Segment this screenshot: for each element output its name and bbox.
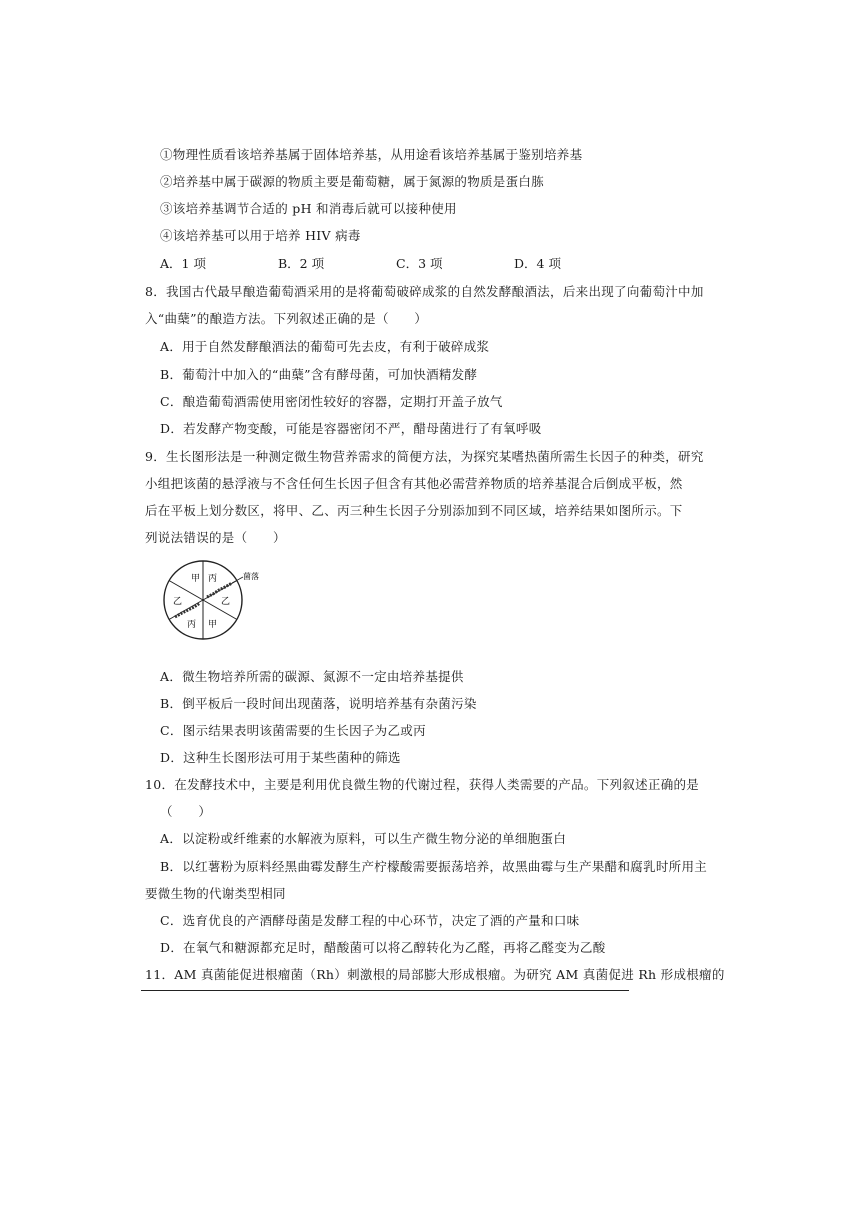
sector-label-bottom-right: 甲: [208, 620, 218, 630]
sector-label-right: 乙: [221, 597, 231, 607]
q8-option-a[interactable]: A．用于自然发酵酿酒法的葡萄可先去皮，有利于破碎成浆: [160, 339, 490, 354]
q11-stem: 11．AM 真菌能促进根瘤菌（Rh）刺激根的局部膨大形成根瘤。为研究 AM 真菌促进 Rh 形成根瘤的: [145, 967, 725, 982]
q10-option-c[interactable]: C．选育优良的产酒酵母菌是发酵工程的中心环节，决定了酒的产量和口味: [160, 913, 580, 928]
q10-option-b[interactable]: B．以红薯粉为原料经黑曲霉发酵生产柠檬酸需要振荡培养，故黑曲霉与生产果醋和腐乳时所用主: [160, 859, 708, 874]
q8-stem-1: 8．我国古代最早酿造葡萄酒采用的是将葡萄破碎成浆的自然发酵酿酒法，后来出现了向葡萄汁中加: [145, 284, 704, 299]
q9-option-b[interactable]: B．倒平板后一段时间出现菌落，说明培养基有杂菌污染: [160, 696, 477, 711]
q10-stem-2: （ ）: [160, 804, 212, 819]
q7-option-b[interactable]: B．2 项: [278, 256, 325, 271]
q7-option-d[interactable]: D．4 项: [514, 256, 561, 271]
petri-dish-figure: [155, 555, 275, 645]
q8-option-c[interactable]: C．酿造葡萄酒需使用密闭性较好的容器，定期打开盖子放气: [160, 394, 503, 409]
q8-option-d[interactable]: D．若发酵产物变酸，可能是容器密闭不严，醋母菌进行了有氧呼吸: [160, 421, 542, 436]
q7-item-2: ②培养基中属于碳源的物质主要是葡萄糖，属于氮源的物质是蛋白胨: [160, 174, 545, 189]
q9-stem-1: 9．生长图形法是一种测定微生物营养需求的简便方法，为探究某嗜热菌所需生长因子的种类，研究: [145, 449, 704, 464]
q7-item-4: ④该培养基可以用于培养 HIV 病毒: [160, 228, 361, 243]
q9-option-d[interactable]: D．这种生长图形法可用于某些菌种的筛选: [160, 750, 401, 765]
q9-option-a[interactable]: A．微生物培养所需的碳源、氮源不一定由培养基提供: [160, 669, 464, 684]
q10-option-b-cont: 要微生物的代谢类型相同: [145, 886, 286, 901]
q10-option-d[interactable]: D．在氧气和糖源都充足时，醋酸菌可以将乙醇转化为乙醛，再将乙醛变为乙酸: [160, 940, 606, 955]
colony-band-right: [207, 583, 232, 597]
q7-options: [160, 255, 632, 273]
q10-option-a[interactable]: A．以淀粉或纤维素的水解液为原料，可以生产微生物分泌的单细胞蛋白: [160, 831, 567, 846]
sector-label-left: 乙: [173, 597, 183, 607]
sector-label-bottom-left: 丙: [187, 620, 197, 630]
q7-item-3: ③该培养基调节合适的 pH 和消毒后就可以接种使用: [160, 201, 457, 216]
colony-label: 菌落: [243, 572, 259, 581]
sector-label-top-right: 丙: [208, 574, 218, 584]
q7-option-c[interactable]: C．3 项: [396, 256, 443, 271]
q9-stem-4: 列说法错误的是（ ）: [145, 530, 286, 545]
sector-label-top-left: 甲: [191, 574, 201, 584]
q10-stem-1: 10．在发酵技术中，主要是利用优良微生物的代谢过程，获得人类需要的产品。下列叙述正确的是: [145, 777, 700, 792]
q9-stem-3: 后在平板上划分数区，将甲、乙、丙三种生长因子分别添加到不同区域，培养结果如图所示。下: [145, 503, 683, 518]
q8-stem-2: 入“曲蘖”的酿造方法。下列叙述正确的是（ ）: [145, 311, 428, 326]
q9-stem-2: 小组把该菌的悬浮液与不含任何生长因子但含有其他必需营养物质的培养基混合后倒成平板，然: [145, 476, 683, 491]
q8-option-b[interactable]: B．葡萄汁中加入的“曲蘖”含有酵母菌，可加快酒精发酵: [160, 367, 478, 382]
q7-item-1: ①物理性质看该培养基属于固体培养基，从用途看该培养基属于鉴别培养基: [160, 147, 583, 162]
footer-rule: [141, 990, 629, 991]
q9-option-c[interactable]: C．图示结果表明该菌需要的生长因子为乙或丙: [160, 723, 426, 738]
q7-option-a[interactable]: A．1 项: [160, 256, 206, 271]
